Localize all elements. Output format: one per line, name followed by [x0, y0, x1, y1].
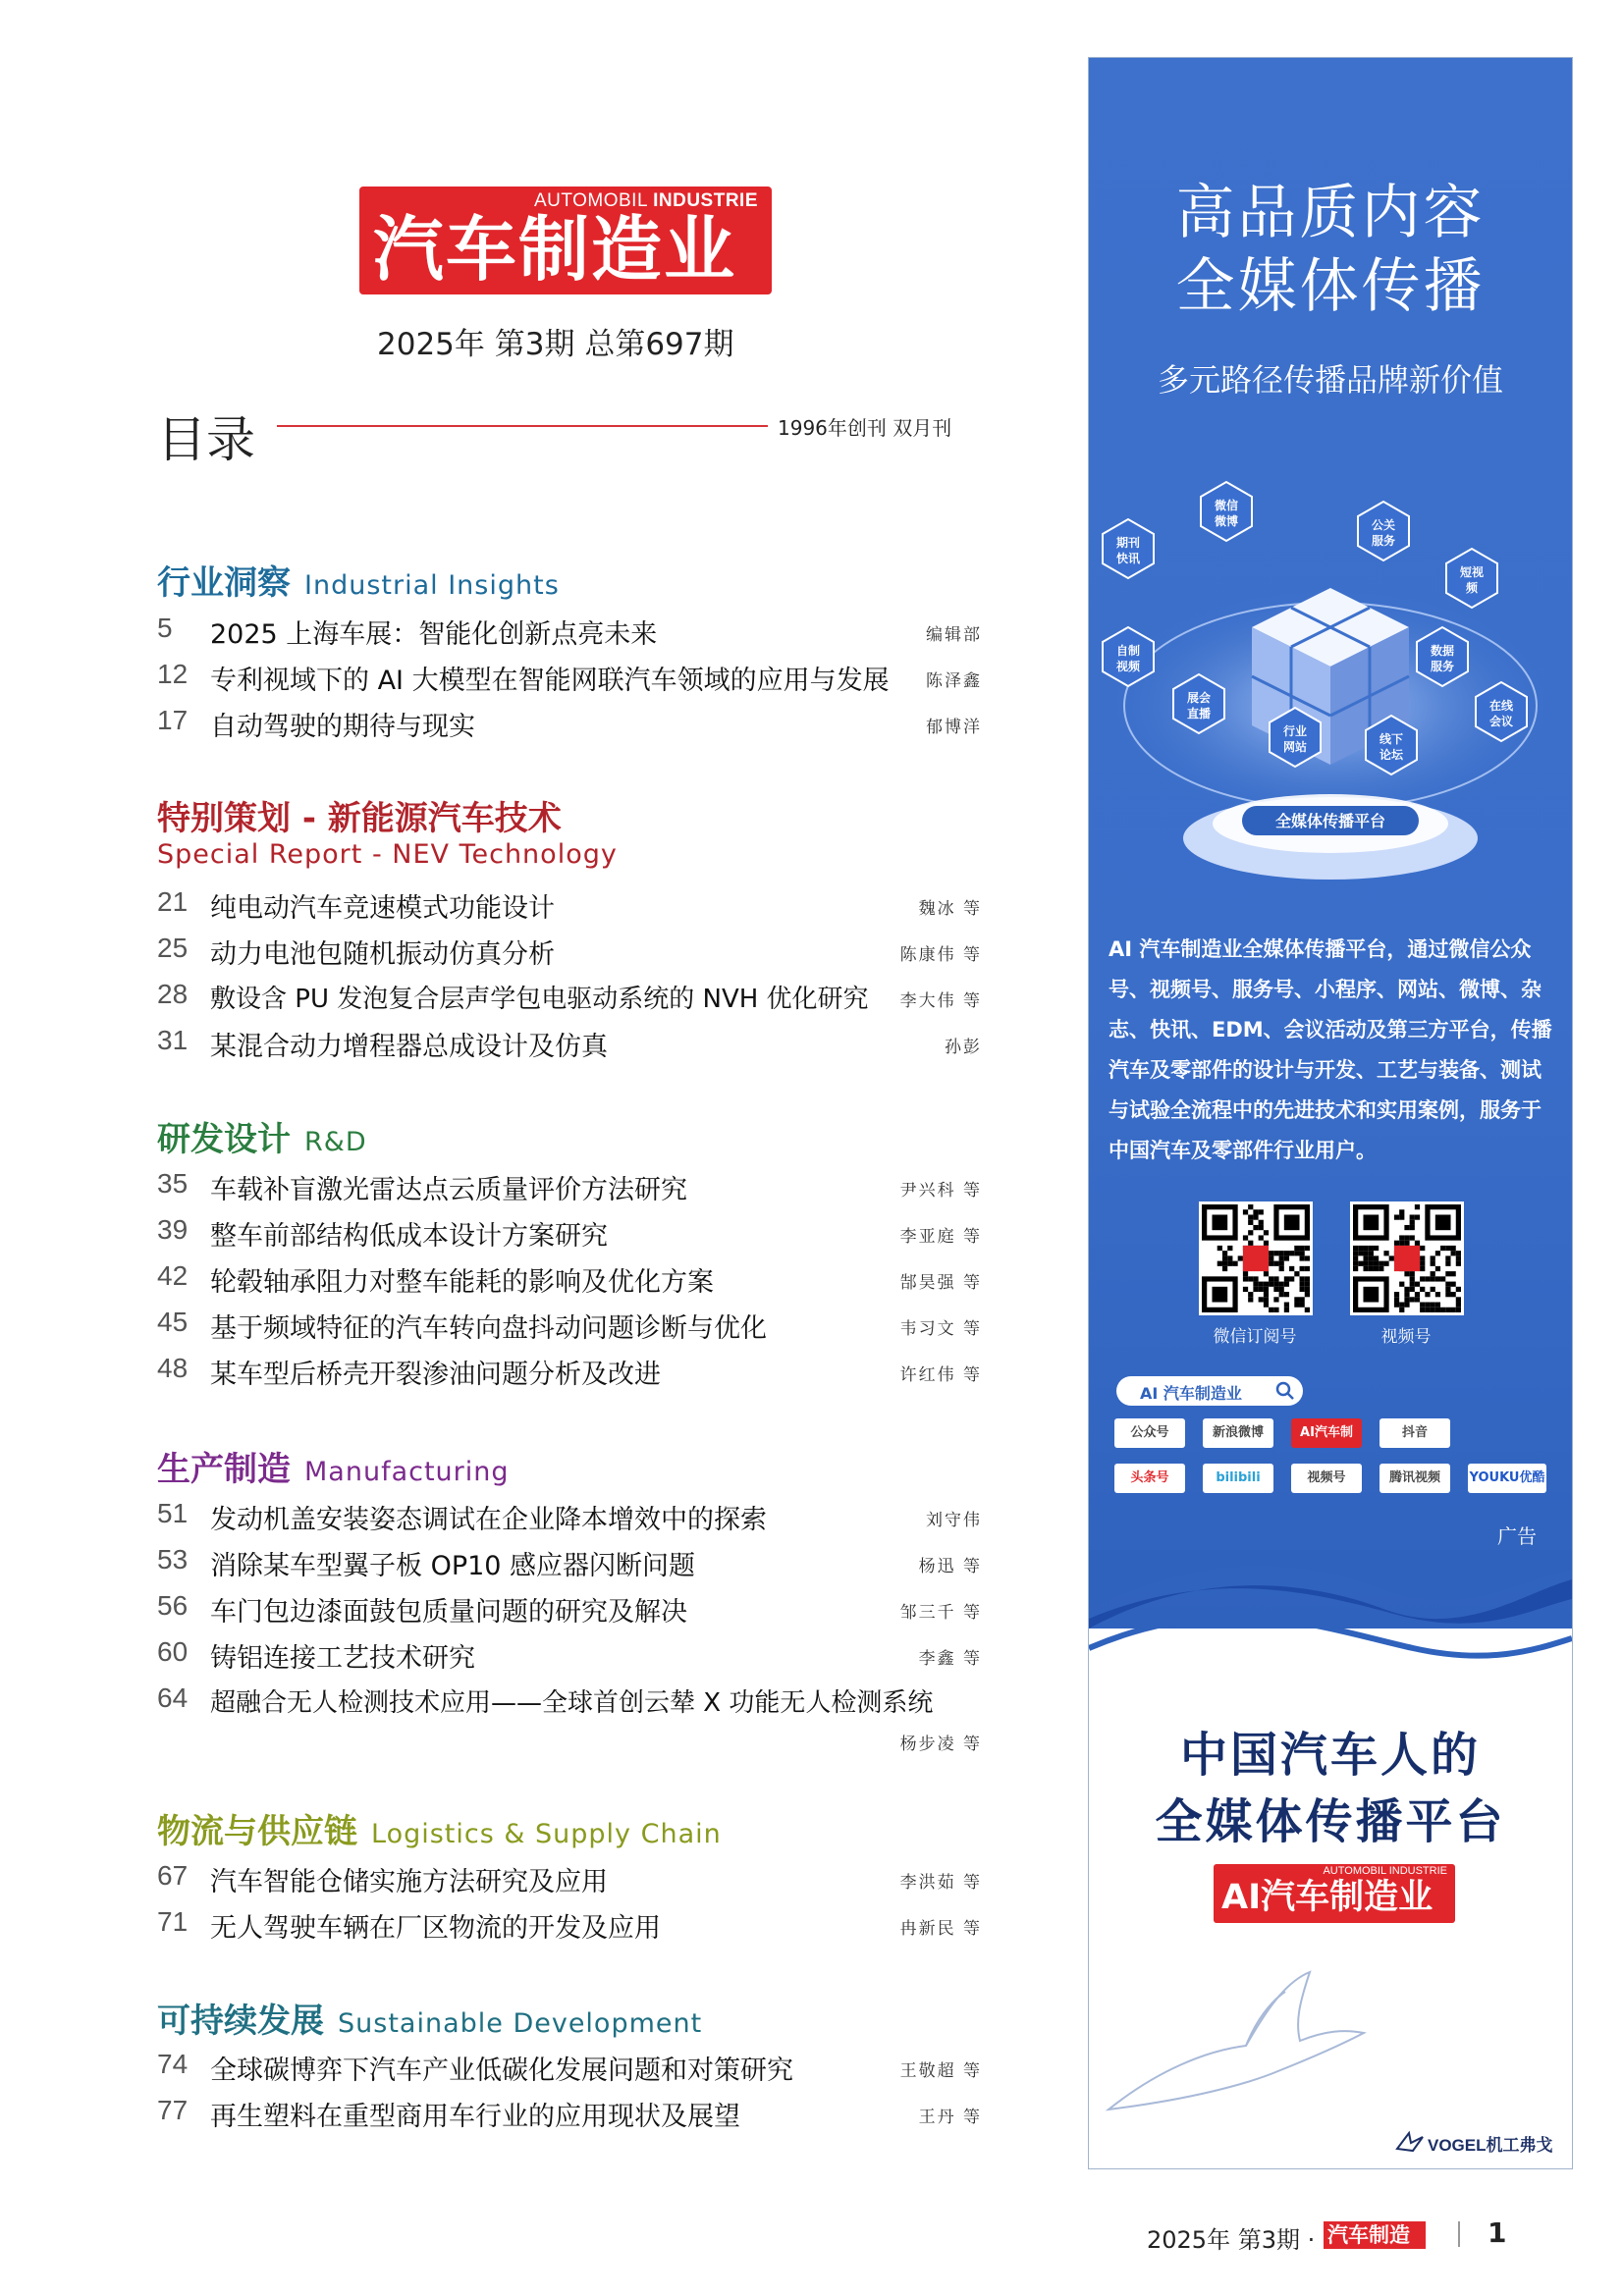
platform-badge-weibo[interactable]: 新浪微博: [1203, 1418, 1273, 1448]
page-number: 60: [157, 1636, 189, 1667]
section-heading: [157, 1994, 702, 2042]
platform-badge-toutiao[interactable]: 头条号: [1114, 1464, 1185, 1493]
toc-entry[interactable]: [157, 1260, 982, 1300]
article-author: 杨迅 等: [918, 1557, 982, 1576]
magazine-logo: [359, 187, 772, 294]
page-number-footer: 1: [1488, 2216, 1507, 2249]
media-node-label: 服务: [1371, 534, 1396, 548]
page-number: 71: [157, 1906, 189, 1937]
article-title: 敷设含 PU 发泡复合层声学包电驱动系统的 NVH 优化研究: [210, 985, 869, 1014]
article-author: 魏冰 等: [918, 899, 982, 919]
article-author: 郜昊强 等: [899, 1273, 982, 1293]
media-node-label: 网站: [1282, 740, 1308, 754]
media-node-label: 微博: [1214, 514, 1239, 528]
toc-entry[interactable]: [157, 1636, 982, 1676]
article-title: 纯电动汽车竞速模式功能设计: [210, 893, 555, 924]
article-author: 编辑部: [926, 625, 982, 645]
page-number: 12: [157, 659, 189, 689]
ad-subhead: 多元路径传播品牌新价值: [1157, 361, 1503, 399]
page-number: 56: [157, 1590, 189, 1621]
section-title-en: R&D: [304, 1127, 367, 1157]
page-number: 28: [157, 979, 189, 1009]
page-number: 25: [157, 933, 189, 963]
article-author: 冉新民 等: [899, 1919, 982, 1939]
advertisement-panel[interactable]: [1088, 57, 1573, 2169]
toc-entry[interactable]: [157, 1214, 982, 1254]
ad-slogan-1: 中国汽车人的: [1179, 1728, 1481, 1783]
media-node-label: 线下: [1379, 732, 1404, 746]
toc-entry[interactable]: [157, 886, 982, 926]
page-number: 51: [157, 1498, 189, 1528]
media-node-label: 短视: [1459, 565, 1485, 579]
platform-badge-channels[interactable]: 视频号: [1291, 1464, 1362, 1493]
logo-chinese: 汽车制造业: [373, 208, 737, 291]
page-number: 74: [157, 2049, 189, 2079]
page-number: 17: [157, 705, 189, 735]
footer-logo: [1324, 2221, 1426, 2272]
ad-body-text: AI 汽车制造业全媒体传播平台，通过微信公众号、视频号、服务号、小程序、网站、微博、杂志、快讯、EDM、会议活动及第三方平台，传播汽车及零部件的设计与开发、工艺与装备、测试与试验全流程中的先进技术和实用案例，服务于中国汽车及零部件行业用户。: [1109, 937, 1552, 1162]
media-node-label: 频: [1465, 581, 1479, 595]
toc-title: 目录: [157, 411, 255, 468]
qr-code-icon: [1353, 1204, 1461, 1312]
section-title-en: Logistics & Supply Chain: [371, 1819, 722, 1849]
section-title-en: Manufacturing: [304, 1457, 510, 1487]
media-node: [1446, 549, 1497, 608]
section-title-cn: 生产制造: [157, 1450, 291, 1489]
vogel-logo-icon: [1395, 2129, 1425, 2153]
section-title-en: Sustainable Development: [338, 2008, 703, 2039]
platform-badge-wechat[interactable]: 公众号: [1114, 1418, 1185, 1448]
toc-entry[interactable]: [157, 2095, 982, 2134]
platform-badge-bilibili[interactable]: bilibili: [1203, 1464, 1273, 1493]
qr-caption: 微信订阅号: [1213, 1327, 1297, 1347]
article-title: 某混合动力增程器总成设计及仿真: [210, 1032, 608, 1062]
ad-slogan-2: 全媒体传播平台: [1155, 1794, 1506, 1849]
section-heading: [157, 556, 560, 604]
section-heading: [157, 1442, 510, 1490]
page-number: 45: [157, 1307, 189, 1337]
article-author: 李鑫 等: [918, 1649, 982, 1669]
media-node-label: 微信: [1214, 499, 1239, 512]
media-node-label: 快讯: [1115, 552, 1141, 565]
article-title: 车载补盲激光雷达点云质量评价方法研究: [210, 1175, 687, 1205]
article-title: 车门包边漆面鼓包质量问题的研究及解决: [210, 1597, 687, 1628]
article-title: 基于频域特征的汽车转向盘抖动问题诊断与优化: [210, 1313, 767, 1344]
ad-brand-logo: [1214, 1864, 1455, 1923]
toc-entry[interactable]: [157, 1168, 982, 1207]
media-node-label: 公关: [1371, 518, 1396, 532]
toc-entry[interactable]: [157, 2049, 982, 2088]
toc-entry[interactable]: [157, 1860, 982, 1899]
toc-entry[interactable]: [157, 659, 982, 698]
article-author: 李洪茹 等: [899, 1873, 982, 1893]
toc-entry[interactable]: [157, 1025, 982, 1064]
article-title: 自动驾驶的期待与现实: [210, 712, 475, 742]
qr-code-video[interactable]: [1350, 1201, 1464, 1315]
article-title: 某车型后桥壳开裂渗油问题分析及改进: [210, 1360, 661, 1390]
media-node-label: 展会: [1186, 691, 1212, 705]
section-title-en: Special Report - NEV Technology: [157, 839, 618, 870]
footer-logo-text: 汽车制造业: [1327, 2223, 1410, 2272]
article-title: 消除某车型翼子板 OP10 感应器闪断问题: [210, 1551, 696, 1581]
article-author: 陈康伟 等: [899, 945, 982, 965]
platform-badge-ai[interactable]: AI汽车制: [1291, 1418, 1362, 1448]
media-network-graphic: [1089, 480, 1572, 932]
section-title-cn: 物流与供应链: [157, 1812, 357, 1851]
article-author: 孙彭: [945, 1038, 982, 1057]
article-author: 邹三千 等: [899, 1603, 982, 1623]
media-node: [1103, 519, 1154, 578]
ad-search-bar[interactable]: [1116, 1376, 1303, 1406]
search-text: AI 汽车制造业: [1140, 1384, 1242, 1403]
logo-english: AUTOMOBIL INDUSTRIE: [533, 190, 758, 211]
toc-entry[interactable]: [157, 1353, 982, 1392]
article-title: 全球碳博弈下汽车产业低碳化发展问题和对策研究: [210, 2056, 793, 2086]
ad-tag: 广告: [1497, 1524, 1537, 1548]
ad-headline-2: 全媒体传播: [1175, 252, 1486, 321]
article-author: 刘守伟: [926, 1511, 982, 1530]
page-number: 21: [157, 886, 189, 917]
article-title: 2025 上海车展：智能化创新点亮未来: [210, 619, 658, 650]
page-number: 53: [157, 1544, 189, 1575]
ad-headline-1: 高品质内容: [1175, 179, 1486, 247]
article-author: 韦习文 等: [899, 1319, 982, 1339]
page-number: 48: [157, 1353, 189, 1383]
section-heading: [157, 791, 562, 839]
toc-entry[interactable]: [157, 1498, 982, 1537]
article-title: 专利视域下的 AI 大模型在智能网联汽车领域的应用与发展: [210, 666, 890, 696]
section-title-cn: 特别策划 - 新能源汽车技术: [157, 799, 562, 838]
article-title: 轮毂轴承阻力对整车能耗的影响及优化方案: [210, 1267, 714, 1298]
article-author: 李亚庭 等: [899, 1227, 982, 1247]
page-number: 64: [157, 1682, 189, 1713]
vogel-brand: VOGEL机工弗戈: [1428, 2136, 1553, 2155]
media-node: [1201, 482, 1252, 541]
toc-entry[interactable]: [157, 1590, 982, 1629]
platform-badge-youku[interactable]: YOUKU优酷: [1468, 1464, 1546, 1493]
toc-entry[interactable]: [157, 1307, 982, 1346]
article-author: 李大伟 等: [899, 991, 982, 1011]
article-title: 动力电池包随机振动仿真分析: [210, 939, 555, 970]
article-title: 再生塑料在重型商用车行业的应用现状及展望: [210, 2102, 740, 2132]
media-node-label: 自制: [1115, 644, 1141, 658]
section-title-cn: 行业洞察: [157, 563, 291, 603]
page-number: 35: [157, 1168, 189, 1199]
article-author: 郁博洋: [926, 718, 982, 737]
qr-caption: 视频号: [1380, 1327, 1432, 1347]
article-title: 汽车智能仓储实施方法研究及应用: [210, 1867, 608, 1897]
media-node-label: 数据: [1430, 644, 1455, 658]
article-title: 整车前部结构低成本设计方案研究: [210, 1221, 608, 1252]
platform-label: 全媒体传播平台: [1274, 812, 1386, 830]
section-title-en: Industrial Insights: [304, 570, 560, 601]
qr-code-icon: [1202, 1204, 1310, 1312]
section-heading: [157, 1804, 722, 1852]
article-title: 超融合无人检测技术应用——全球首创云辇 X 功能无人检测系统: [210, 1688, 934, 1718]
toc-entry[interactable]: [157, 1906, 982, 1946]
wave-decoration: [1089, 1550, 1572, 1707]
media-node-label: 会议: [1488, 715, 1514, 728]
page-number: 31: [157, 1025, 189, 1055]
article-author: 王敬超 等: [899, 2061, 982, 2081]
article-title: 铸铝连接工艺技术研究: [210, 1643, 475, 1674]
ad-logo-english: AUTOMOBIL INDUSTRIE: [1323, 1865, 1447, 1877]
footer-issue: 2025年 第3期 ·: [1147, 2226, 1316, 2254]
media-node-label: 在线: [1488, 699, 1514, 713]
media-node-label: 论坛: [1379, 748, 1404, 762]
qr-code-subscription[interactable]: [1199, 1201, 1313, 1315]
media-node: [1358, 502, 1409, 561]
ad-logo-chinese: AI汽车制造业: [1221, 1878, 1434, 1917]
media-node-label: 行业: [1282, 724, 1308, 738]
toc-entry[interactable]: [157, 705, 982, 744]
section-title-cn: 研发设计: [157, 1120, 291, 1159]
section-heading: [157, 1112, 367, 1160]
toc-entry[interactable]: [157, 1544, 982, 1583]
article-author: 尹兴科 等: [899, 1181, 982, 1201]
article-author: 杨步凌 等: [899, 1735, 982, 1754]
bird-illustration: [1099, 1952, 1393, 2129]
toc-entry[interactable]: [157, 979, 982, 1018]
article-title: 无人驾驶车辆在厂区物流的开发及应用: [210, 1913, 661, 1944]
article-author: 陈泽鑫: [926, 671, 982, 691]
article-author: 许红伟 等: [899, 1365, 982, 1385]
platform-badge-douyin[interactable]: 抖音: [1380, 1418, 1450, 1448]
media-node-label: 直播: [1186, 707, 1212, 721]
article-title: 发动机盖安装姿态调试在企业降本增效中的探索: [210, 1505, 767, 1535]
page-number: 42: [157, 1260, 189, 1291]
page-number: 5: [157, 613, 173, 643]
media-node-label: 服务: [1430, 660, 1455, 673]
search-icon: [1275, 1381, 1295, 1401]
platform-badge-tencent-video[interactable]: 腾讯视频: [1380, 1464, 1450, 1493]
toc-entry[interactable]: [157, 1682, 982, 1754]
section-title-cn: 可持续发展: [157, 2002, 324, 2041]
toc-entry[interactable]: [157, 933, 982, 972]
page-number: 67: [157, 1860, 189, 1891]
footer-divider: [1458, 2221, 1460, 2247]
page-number: 77: [157, 2095, 189, 2125]
media-node-label: 视频: [1115, 660, 1141, 673]
page-number: 39: [157, 1214, 189, 1245]
publication-meta: 1996年创刊 双月刊: [778, 416, 952, 440]
media-node-label: 期刊: [1115, 536, 1141, 550]
toc-divider: [277, 425, 768, 427]
issue-info: 2025年 第3期 总第697期: [377, 327, 734, 362]
article-author: 王丹 等: [918, 2108, 982, 2127]
toc-entry[interactable]: [157, 613, 982, 652]
